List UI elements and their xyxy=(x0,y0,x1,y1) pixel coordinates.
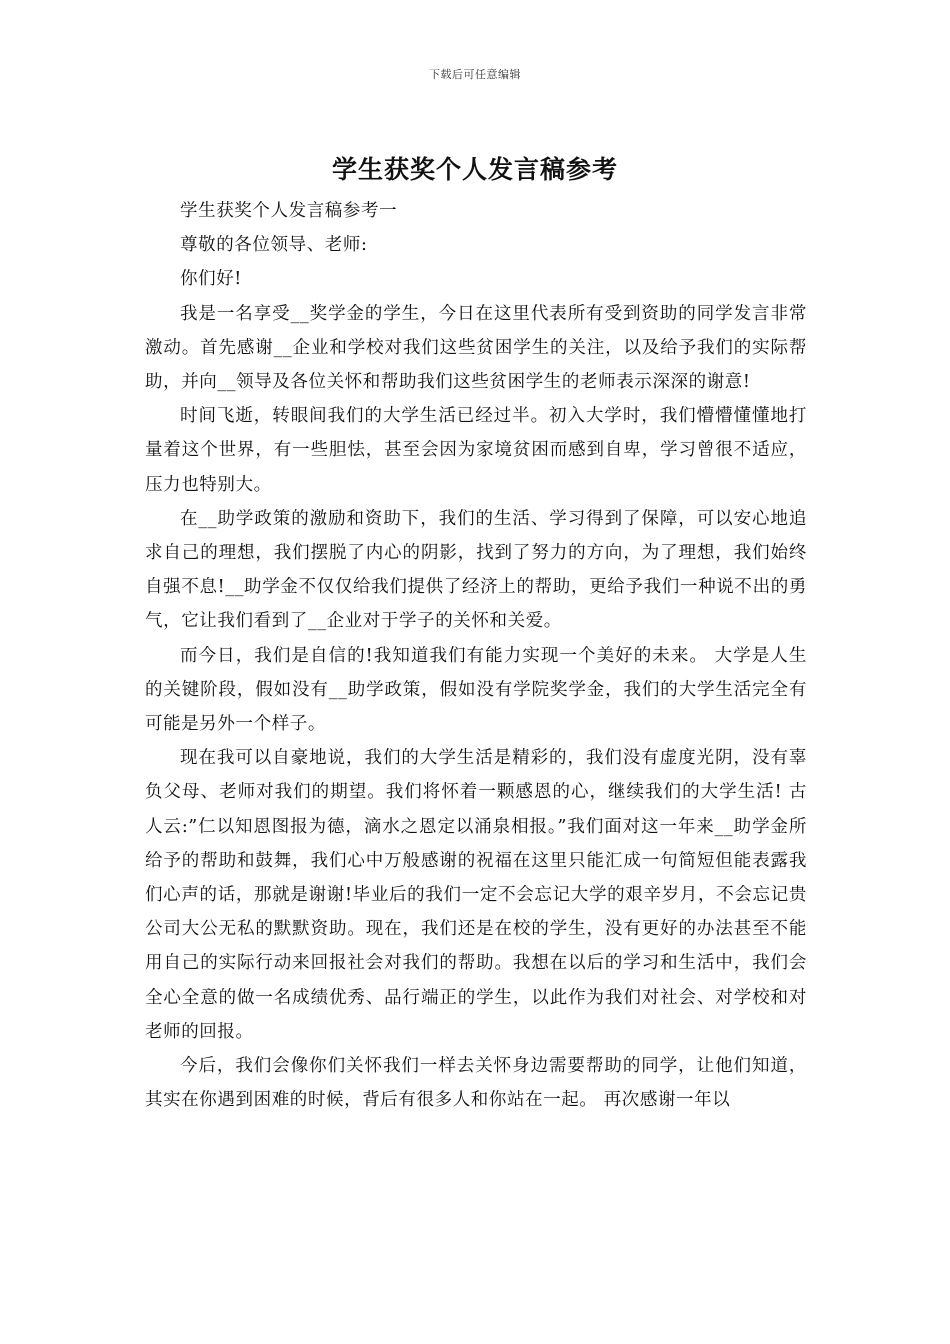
paragraph: 今后，我们会像你们关怀我们一样去关怀身边需要帮助的同学，让他们知道，其实在你遇到困难的时候，背后有很多人和你站在一起。 再次感谢一年以 xyxy=(145,1056,807,1111)
paragraph: 我是一名享受__奖学金的学生，今日在这里代表所有受到资助的同学发言非常激动。首先感谢__企业和学校对我们这些贫困学生的关注，以及给予我们的实际帮助，并向__领导及各位关怀和帮助我们这些贫困学生的老师表示深深的谢意! xyxy=(145,303,807,393)
paragraph: 尊敬的各位领导、老师: xyxy=(180,235,368,256)
paragraph: 在__助学政策的激励和资助下，我们的生活、学习得到了保障，可以安心地追求自己的理想，我们摆脱了内心的阴影，找到了努力的方向，为了理想，我们始终自强不息!__助学金不仅仅给我们提供了经济上的帮助，更给予我们一种说不出的勇气，它让我们看到了__企业对于学子的关怀和关爱。 xyxy=(145,508,807,632)
paragraph: 你们好! xyxy=(180,269,242,290)
document-title: 学生获奖个人发言稿参考 xyxy=(331,155,618,184)
paragraph: 学生获奖个人发言稿参考一 xyxy=(180,201,398,221)
document-body xyxy=(145,194,807,1117)
paragraph: 时间飞逝，转眼间我们的大学生活已经过半。初入大学时，我们懵懵懂懂地打量着这个世界，有一些胆怯，甚至会因为家境贫困而感到自卑，学习曾很不适应，压力也特别大。 xyxy=(145,406,807,495)
paragraph: 现在我可以自豪地说，我们的大学生活是精彩的，我们没有虚度光阴，没有辜负父母、老师对我们的期望。我们将怀着一颗感恩的心，继续我们的大学生活! 古人云:”仁以知恩图报为德，滴水之恩定以涌泉相报。”我们面对这一年来__助学金所给予的帮助和鼓舞，我们心中万般感谢的祝福在这里只能汇成一句简短但能表露我们心声的话，那就是谢谢!毕业后的我们一定不会忘记大学的艰辛岁月，不会忘记贵公司大公无私的默默资助。现在，我们还是在校的学生，没有更好的办法甚至不能用自己的实际行动来回报社会对我们的帮助。我想在以后的学习和生活中，我们会全心全意的做一名成绩优秀、品行端正的学生，以此作为我们对社会、对学校和对老师的回报。 xyxy=(145,748,807,1042)
header-note: 下载后可任意编辑 xyxy=(429,68,521,81)
paragraph: 而今日，我们是自信的!我知道我们有能力实现一个美好的未来。 大学是人生的关键阶段，假如没有__助学政策，假如没有学院奖学金，我们的大学生活完全有可能是另外一个样子。 xyxy=(145,645,807,735)
